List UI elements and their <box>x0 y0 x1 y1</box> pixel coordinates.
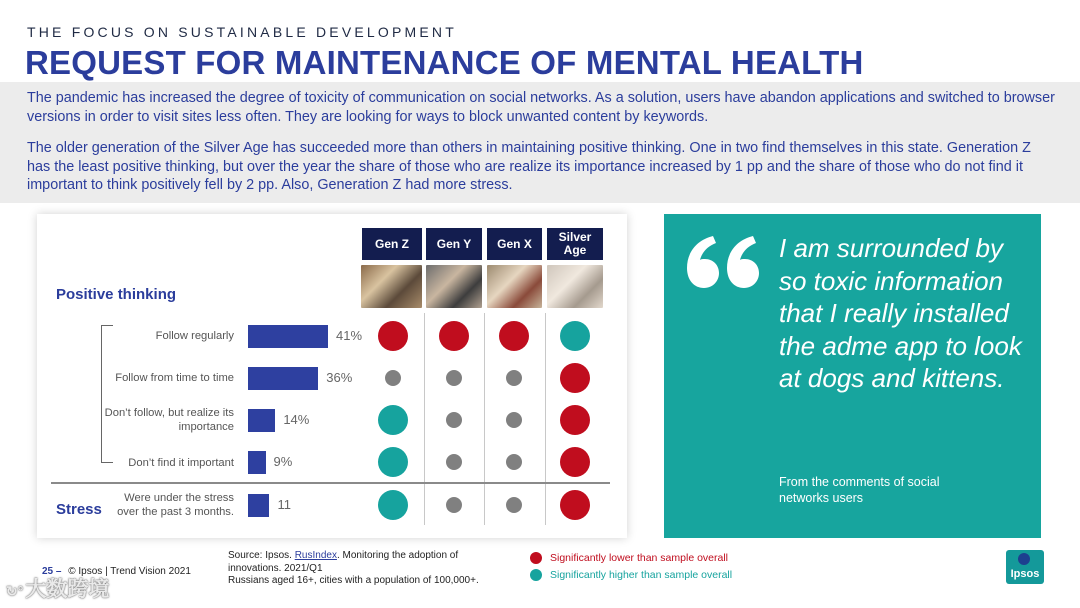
bar-value-label: 11 <box>277 497 291 512</box>
column-divider <box>545 313 546 525</box>
bar-value-label: 41% <box>336 328 363 343</box>
footer-brand-text: © Ipsos | Trend Vision 2021 <box>68 566 191 577</box>
legend-red-dot <box>530 552 542 564</box>
legend-teal-dot <box>530 569 542 581</box>
significantly-lower-dot <box>560 447 590 477</box>
bar <box>248 451 266 474</box>
watermark-text: 大数跨境 <box>25 578 110 601</box>
significantly-lower-dot <box>499 321 529 351</box>
bar <box>248 409 275 432</box>
neutral-dot <box>506 370 522 386</box>
significantly-lower-dot <box>439 321 469 351</box>
neutral-dot <box>385 370 401 386</box>
neutral-dot <box>446 412 462 428</box>
neutral-dot <box>506 497 522 513</box>
column-divider <box>424 313 425 525</box>
significantly-higher-dot <box>560 321 590 351</box>
gen-header-silver-label: Silver Age <box>558 230 592 257</box>
row-label: Were under the stress over the past 3 months. <box>117 492 234 518</box>
gen-x-photo <box>487 265 542 308</box>
section-positive-thinking: Positive thinking <box>56 286 177 303</box>
gen-z-photo <box>361 265 422 308</box>
intro-paragraph-2: The older generation of the Silver Age has succeeded more than others in maintaining positive thinking. One in two find themselves in this state. Generation Z has the least positive thinking, but over the year the share of those who are realize its importance increased by 1 pp and the share of those who do not find it important to think positively fell by 2 pp. Also, Generation Z had more stress. <box>27 140 1031 193</box>
neutral-dot <box>446 497 462 513</box>
source-sample: Russians aged 16+, cities with a population of 100,000+. <box>228 575 479 586</box>
logo-text: Ipsos <box>1010 568 1040 580</box>
quote-text: I am surrounded by so toxic information that I really installed the adme app to look at dogs and kittens. <box>779 233 1022 393</box>
bar <box>248 367 318 390</box>
legend-lower: Significantly lower than sample overall <box>550 552 729 564</box>
page-title: REQUEST FOR MAINTENANCE OF MENTAL HEALTH <box>25 44 864 81</box>
bar-value-label: 36% <box>326 370 353 385</box>
row-label: Follow from time to time <box>115 372 234 384</box>
source-prefix: Source: Ipsos. <box>228 550 295 561</box>
source-link[interactable]: RusIndex <box>294 550 337 561</box>
bar <box>248 325 328 348</box>
quote-source: From the comments of social networks users <box>779 475 940 505</box>
bar-value-label: 9% <box>273 454 293 469</box>
silver-age-photo <box>547 265 603 308</box>
gen-header-y: Gen Y <box>426 228 482 260</box>
significantly-higher-dot <box>378 405 408 435</box>
quote-mark-icon <box>683 232 763 294</box>
significantly-lower-dot <box>560 363 590 393</box>
gen-header-x: Gen X <box>487 228 542 260</box>
intro-band <box>0 82 1080 203</box>
significantly-lower-dot <box>378 321 408 351</box>
significantly-higher-dot <box>378 490 408 520</box>
neutral-dot <box>446 454 462 470</box>
source-rest: . Monitoring the adoption of innovations. 2021/Q1 <box>228 550 459 574</box>
bracket-line <box>101 325 102 463</box>
stress-separator <box>51 482 610 484</box>
neutral-dot <box>446 370 462 386</box>
ipsos-logo <box>1006 550 1044 584</box>
row-label: Don’t follow, but realize its importance <box>104 407 234 433</box>
neutral-dot <box>506 454 522 470</box>
gen-header-silver <box>547 228 603 260</box>
neutral-dot <box>506 412 522 428</box>
significantly-lower-dot <box>560 405 590 435</box>
page-number: 25 – <box>42 566 62 577</box>
section-stress: Stress <box>56 501 102 518</box>
gen-header-z: Gen Z <box>362 228 422 260</box>
watermark-logo-icon: ↻° <box>6 583 24 599</box>
intro-paragraph-1: The pandemic has increased the degree of toxicity of communication on social networks. As a solution, users have abandon applications and switched to browser versions in order to visit sites less often. They are looking for ways to block unwanted content by keywords. <box>27 90 1055 125</box>
significantly-lower-dot <box>560 490 590 520</box>
legend-higher: Significantly higher than sample overall <box>550 569 733 581</box>
logo-circle-icon <box>1018 553 1030 565</box>
footer-source <box>228 550 498 588</box>
column-divider <box>484 313 485 525</box>
bar-value-label: 14% <box>283 412 310 427</box>
row-label: Don’t find it important <box>128 457 234 469</box>
significantly-higher-dot <box>378 447 408 477</box>
watermark <box>6 573 109 603</box>
row-label: Follow regularly <box>155 330 234 342</box>
bar <box>248 494 269 517</box>
bracket-tick <box>101 325 113 326</box>
gen-y-photo <box>426 265 482 308</box>
eyebrow-title: THE FOCUS ON SUSTAINABLE DEVELOPMENT <box>27 24 457 40</box>
